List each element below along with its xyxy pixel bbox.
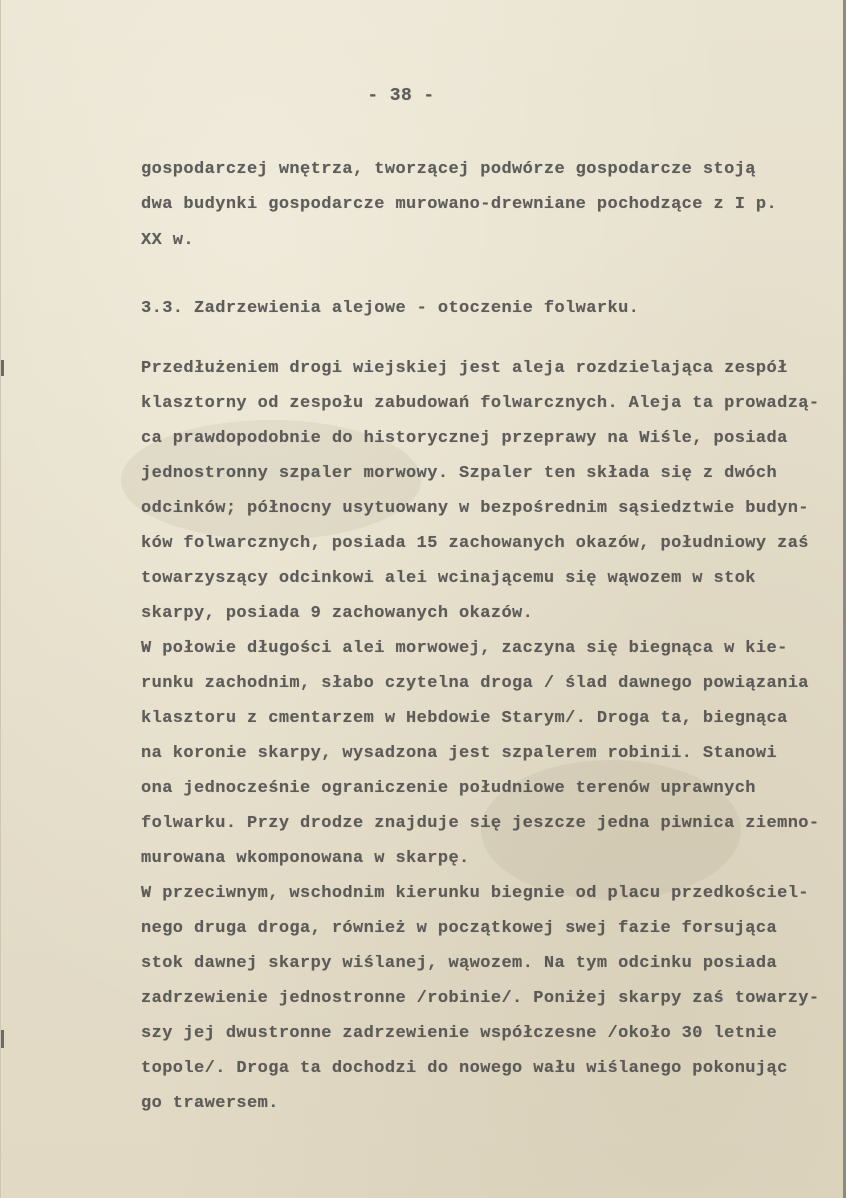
text-line: Przedłużeniem drogi wiejskiej jest aleja rozdzielająca zespół (141, 359, 788, 378)
text-line: jednostronny szpaler morwowy. Szpaler ten składa się z dwóch (141, 464, 778, 483)
text-line: nego druga droga, również w początkowej swej fazie forsująca (141, 919, 778, 938)
text-line: topole/. Droga ta dochodzi do nowego wału wiślanego pokonując (141, 1059, 788, 1078)
text-line: ca prawdopodobnie do historycznej przeprawy na Wiśle, posiada (141, 429, 788, 448)
text-line: gospodarczej wnętrza, tworzącej podwórze gospodarcze stoją (141, 160, 756, 179)
text-line: klasztorny od zespołu zabudowań folwarcznych. Aleja ta prowadzą- (141, 394, 820, 413)
text-line: murowana wkomponowana w skarpę. (141, 849, 470, 868)
text-line: stok dawnej skarpy wiślanej, wąwozem. Na tym odcinku posiada (141, 954, 778, 973)
text-line: folwarku. Przy drodze znajduje się jeszcze jedna piwnica ziemno- (141, 814, 820, 833)
text-line: XX w. (141, 231, 195, 250)
text-line: W połowie długości alei morwowej, zaczyna się biegnąca w kie- (141, 639, 788, 658)
text-line: dwa budynki gospodarcze murowano-drewniane pochodzące z I p. (141, 195, 778, 214)
page-number: - 38 - (367, 86, 435, 106)
text-line: runku zachodnim, słabo czytelna droga / ślad dawnego powiązania (141, 674, 809, 693)
punch-hole-mark (1, 1030, 4, 1048)
text-line: odcinków; północny usytuowany w bezpośrednim sąsiedztwie budyn- (141, 499, 809, 518)
punch-hole-mark (1, 360, 4, 376)
text-line: klasztoru z cmentarzem w Hebdowie Starym/. Droga ta, biegnąca (141, 709, 788, 728)
text-line: skarpy, posiada 9 zachowanych okazów. (141, 604, 534, 623)
text-line: towarzyszący odcinkowi alei wcinającemu się wąwozem w stok (141, 569, 756, 588)
text-line: zadrzewienie jednostronne /robinie/. Poniżej skarpy zaś towarzy- (141, 989, 820, 1008)
text-line: na koronie skarpy, wysadzona jest szpalerem robinii. Stanowi (141, 744, 778, 763)
section-heading: 3.3. Zadrzewienia alejowe - otoczenie folwarku. (141, 299, 640, 318)
text-line: ków folwarcznych, posiada 15 zachowanych okazów, południowy zaś (141, 534, 809, 553)
text-line: szy jej dwustronne zadrzewienie współczesne /około 30 letnie (141, 1024, 778, 1043)
text-line: ona jednocześnie ograniczenie południowe terenów uprawnych (141, 779, 756, 798)
text-line: W przeciwnym, wschodnim kierunku biegnie od placu przedkościel- (141, 884, 809, 903)
text-line: go trawersem. (141, 1094, 279, 1113)
